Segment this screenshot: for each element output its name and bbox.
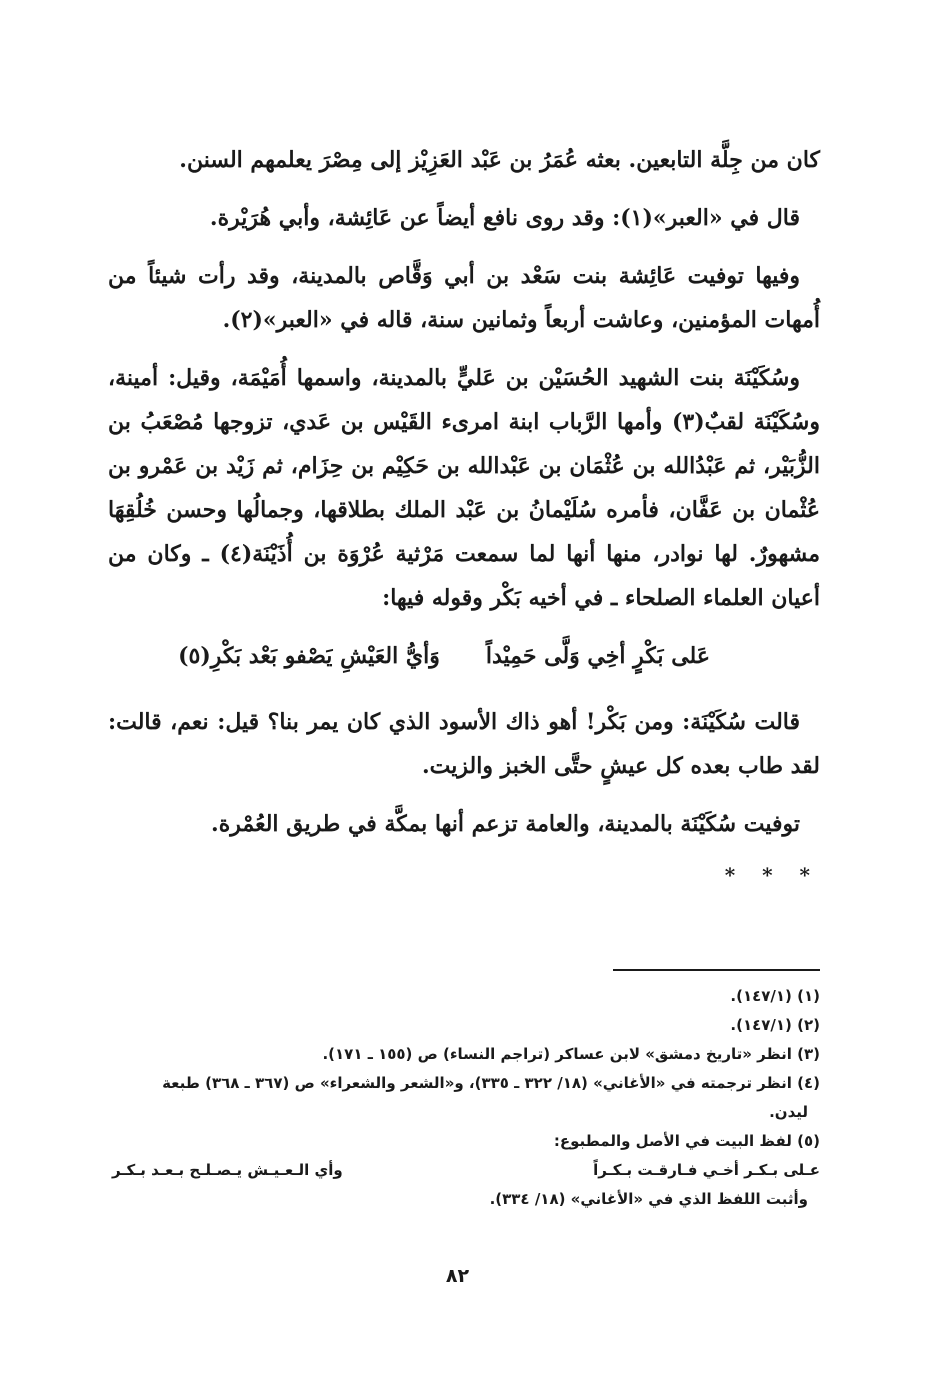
footnote-5-verse [108, 1156, 820, 1185]
paragraph-1: كان من جِلَّة التابعين. بعثه عُمَرُ بن عَبْد العَزِيْز إلى مِصْرَ يعلمهم السنن. [179, 147, 820, 173]
footnote-5-hemistich-2: وأي الـعـيـش يـصـلـح بـعـد بـكـر [112, 1161, 343, 1179]
poem-verse [108, 634, 820, 678]
verse-first-hemistich: عَلى بَكْرٍ أخِي وَلَّى حَمِيْداً [485, 643, 710, 669]
footnote-5: (٥) لفظ البيت في الأصل والمطبوع: [553, 1132, 820, 1150]
footnote-2: (٢) (١٤٧/١). [730, 1016, 820, 1034]
section-separator: * * * [724, 863, 820, 887]
paragraph-3: وفيها توفيت عَائِشة بنت سَعْد بن أبي وَقَّاص بالمدينة، وقد رأت شيئاً من أُمهات المؤمنين، وعاشت أربعاً وثمانين سنة، قاله في «العبر»(٢). [108, 263, 820, 333]
paragraph-6: توفيت سُكَيْنَة بالمدينة، والعامة تزعم أنها بمكَّة في طريق العُمْرة. [211, 811, 800, 837]
verse-second-hemistich: وَأيُّ العَيْشِ يَصْفو بَعْد بَكْرِ(٥) [178, 643, 440, 669]
paragraph-2: قال في «العبر»(١): وقد روى نافع أيضاً عن عَائِشة، وأبي هُرَيْرة. [209, 205, 800, 231]
paragraph-5: قالت سُكَيْنَة: ومن بَكْر! أهو ذاك الأسود الذي كان يمر بنا؟ قيل: نعم، قالت: لقد طاب بعده كل عيشٍ حتَّى الخبز والزيت. [108, 709, 820, 779]
footnote-divider [613, 969, 820, 971]
footnote-5-hemistich-1: عـلى بـكـر أخـي فـارقـت بـكـراً [593, 1161, 820, 1179]
footnote-4-continuation: ليدن. [769, 1103, 808, 1121]
footnote-5-note: وأثبت اللفظ الذي في «الأغاني» (١٨/ ٣٣٤). [489, 1190, 808, 1208]
main-text-body [108, 138, 820, 890]
paragraph-4: وسُكَيْنَة بنت الشهيد الحُسَيْن بن عَليٍّ بالمدينة، واسمها أُمَيْمَة، وقيل: أمينة، وسُكَيْنَة لقبٌ(٣) وأمها الرَّباب ابنة امرىء القَيْس بن عَدي، تزوجها مُصْعَبُ بن الزُّبَيْر، ثم عَبْدُالله بن عُثْمَان بن عَبْدالله بن حَكِيْم بن حِزَام، ثم زَيْد بن عَمْرو بن عُثْمان بن عَفَّان، فأمره سُلَيْمانُ بن عَبْد الملك بطلاقها، وجمالُها وحسن خُلُقِهَا مشهورٌ. لها نوادر، منها أنها لما سمعت مَرْثية عُرْوَة بن أُذَيْنَة(٤) ـ وكان من أعيان العلماء الصلحاء ـ في أخيه بَكْر وقوله فيها: [108, 365, 820, 611]
footnote-4: (٤) انظر ترجمته في «الأغاني» (١٨/ ٣٢٢ ـ ٣٣٥)، و«الشعر والشعراء» ص (٣٦٧ ـ ٣٦٨) طبعة [162, 1074, 820, 1092]
footnotes-section [108, 982, 820, 1214]
page-number: ٨٢ [445, 1265, 470, 1287]
footnote-3: (٣) انظر «تاريخ دمشق» لابن عساكر (تراجم النساء) ص (١٥٥ ـ ١٧١). [322, 1045, 820, 1063]
footnote-1: (١) (١٤٧/١). [730, 987, 820, 1005]
